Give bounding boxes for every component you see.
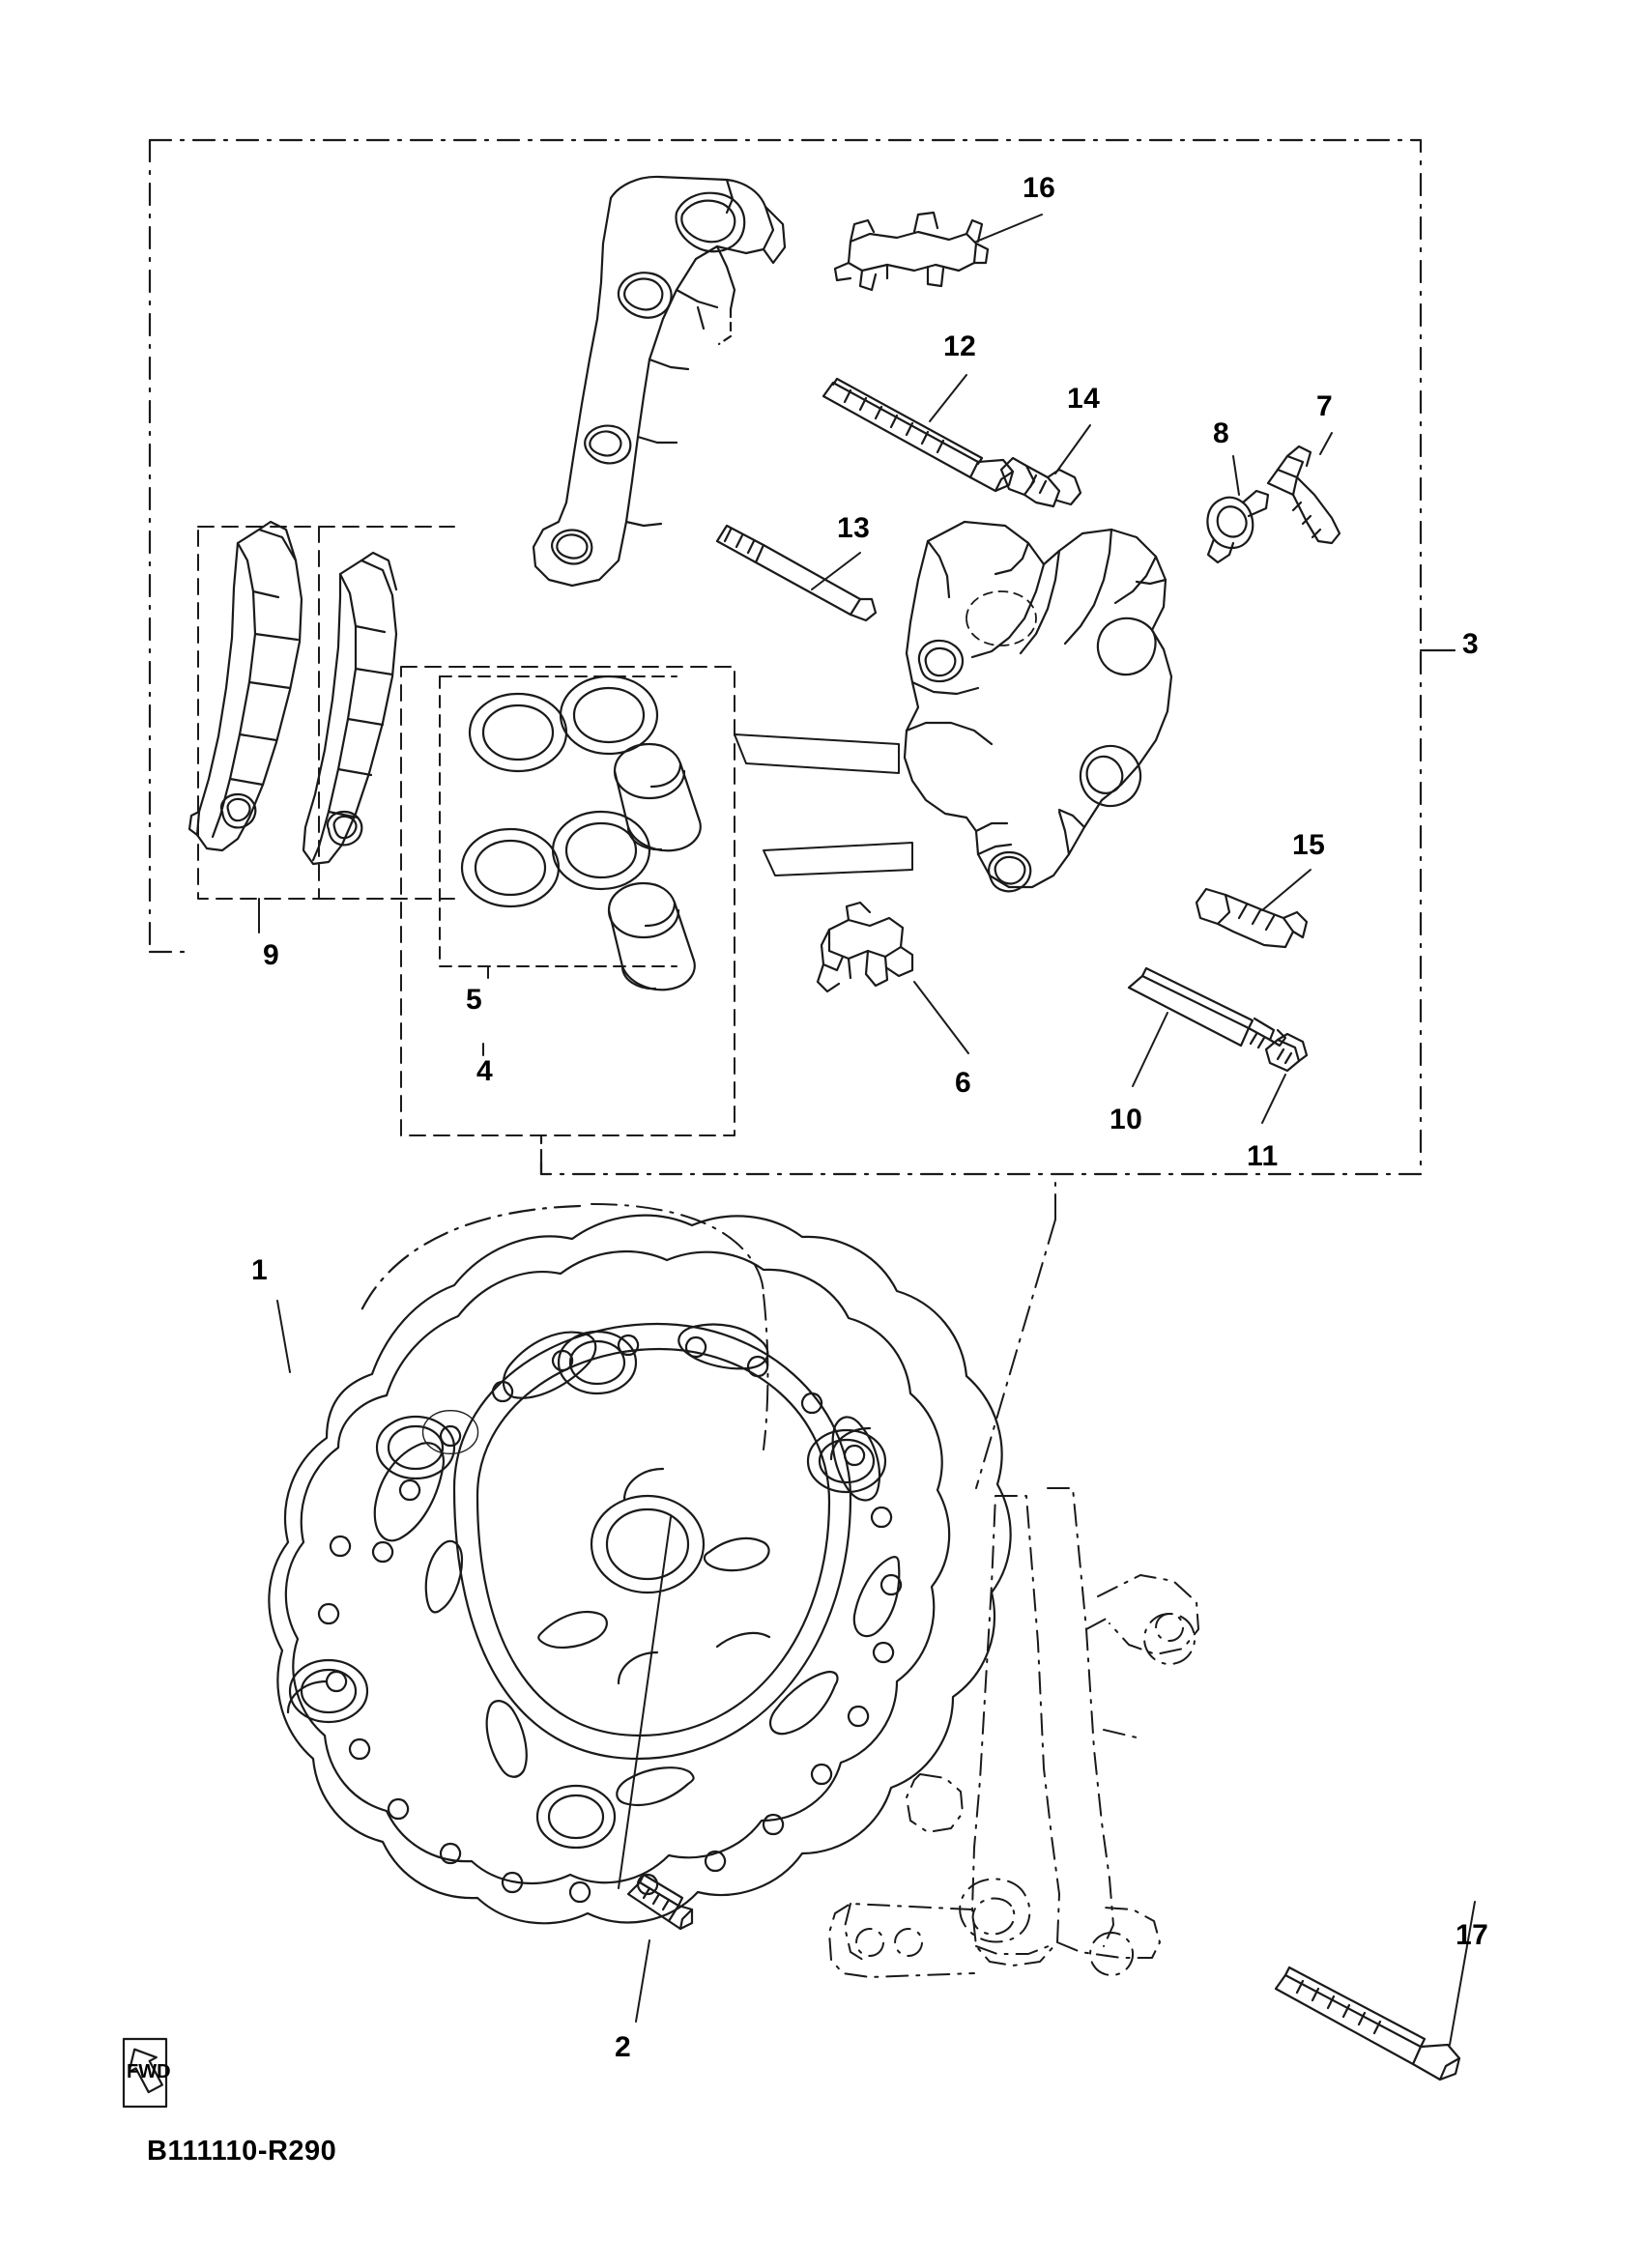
- part-4-pistons: [609, 744, 701, 990]
- group-boundary-5: [440, 676, 677, 966]
- caliper-body: [905, 522, 1171, 891]
- part-15-boot: [1196, 889, 1307, 947]
- part-1-brake-disc: [269, 1216, 1010, 1924]
- callout-13: 13: [837, 512, 871, 544]
- callout-15: 15: [1292, 829, 1326, 861]
- callout-5: 5: [466, 984, 483, 1016]
- callout-14: 14: [1067, 383, 1101, 415]
- part-11-plug: [1266, 1034, 1307, 1071]
- caliper-bracket: [533, 177, 785, 586]
- callout-7: 7: [1316, 390, 1334, 422]
- callout-11: 11: [1247, 1140, 1279, 1172]
- callout-6: 6: [955, 1067, 972, 1099]
- fwd-label: FWD: [127, 2061, 171, 2082]
- part-12-bolt: [823, 379, 1013, 491]
- part-9-brake-pads: [189, 522, 396, 864]
- callout-12: 12: [943, 330, 977, 362]
- part-17-bolt: [1276, 1967, 1459, 2080]
- part-6-spring: [818, 903, 912, 991]
- part-16-clip: [835, 213, 988, 290]
- group-boundary-9: [198, 527, 454, 899]
- callout-3: 3: [1462, 628, 1480, 660]
- callout-8: 8: [1213, 417, 1230, 449]
- callout-10: 10: [1110, 1104, 1143, 1135]
- callout-17: 17: [1456, 1919, 1489, 1951]
- callout-9: 9: [263, 939, 280, 971]
- part-7-bleed-screw: [1268, 446, 1340, 543]
- callout-2: 2: [615, 2031, 632, 2063]
- callout-4: 4: [476, 1055, 494, 1087]
- callout-16: 16: [1023, 172, 1056, 204]
- part-10-pin: [1129, 968, 1285, 1048]
- callout-1: 1: [251, 1254, 269, 1286]
- drawing-code: B111110-R290: [147, 2136, 337, 2167]
- part-8-cap: [1207, 491, 1268, 562]
- part-14-boot: [1001, 458, 1081, 506]
